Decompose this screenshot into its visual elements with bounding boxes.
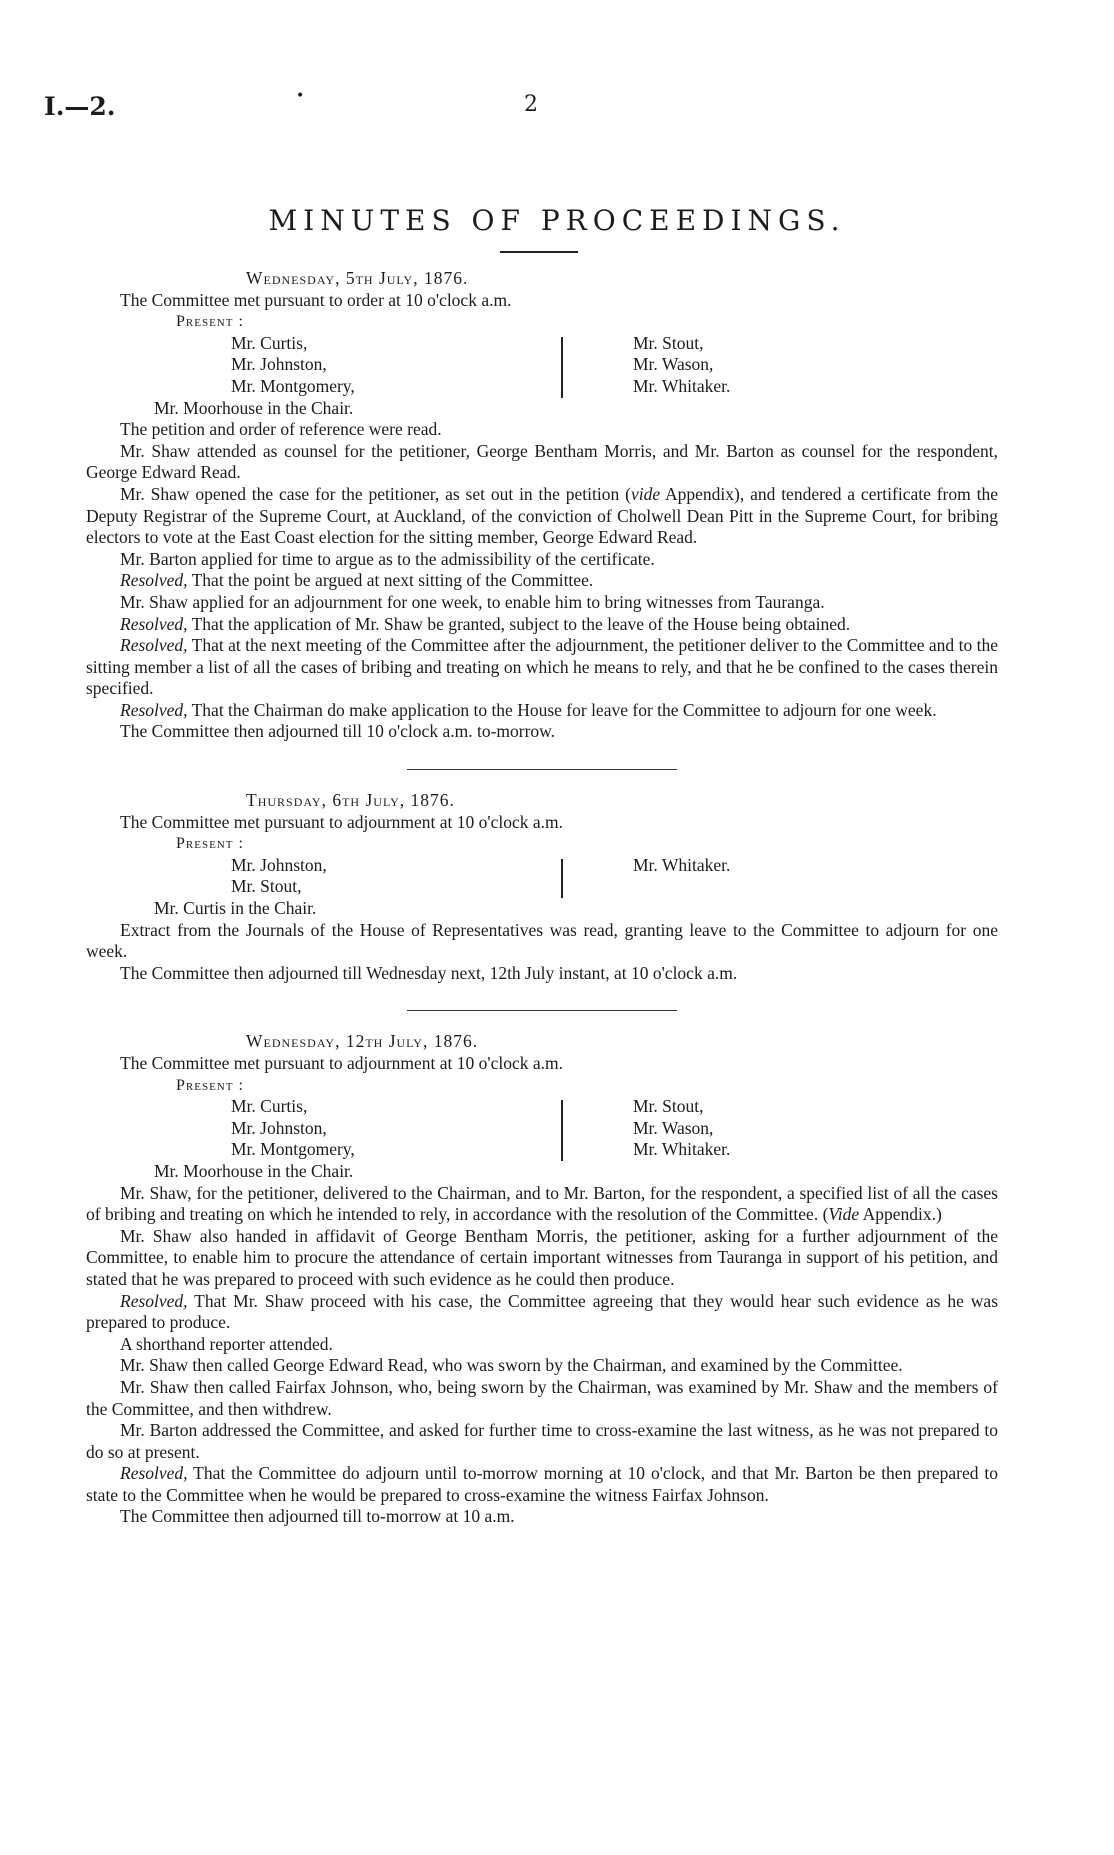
member: Mr. Wason, <box>633 1117 714 1138</box>
members-right <box>603 1096 923 1161</box>
title-rule <box>500 251 578 253</box>
member: Mr. Johnston, <box>231 354 327 375</box>
minutes-body <box>86 268 998 1528</box>
member: Mr. Whitaker. <box>633 854 731 875</box>
member: Mr. Stout, <box>231 876 302 897</box>
minute-paragraph: Mr. Shaw attended as counsel for the petitioner, George Bentham Morris, and Mr. Barton as counsel for the respondent, George Edward Read. <box>86 440 998 483</box>
present-label: Present : <box>176 835 244 853</box>
minute-paragraph: Mr. Shaw applied for an adjournment for one week, to enable him to bring witnesses from Tauranga. <box>120 591 825 612</box>
minute-paragraph: Mr. Barton addressed the Committee, and asked for further time to cross-examine the last witness, as he was not prepared to do so at present. <box>86 1420 998 1462</box>
member: Mr. Montgomery, <box>231 1139 355 1160</box>
member: Mr. Stout, <box>633 332 704 353</box>
member: Mr. Stout, <box>633 1096 704 1117</box>
minute-paragraph: The Committee then adjourned till Wednesday next, 12th July instant, at 10 o'clock a.m. <box>120 962 738 983</box>
members-left <box>161 1096 521 1161</box>
chair-line: Mr. Moorhouse in the Chair. <box>154 1160 354 1181</box>
members-right <box>603 333 923 398</box>
member: Mr. Whitaker. <box>633 1139 731 1160</box>
minute-paragraph: Resolved, That at the next meeting of the Committee after the adjournment, the petitioner deliver to the Committee and to the sitting member a list of all the cases of bribing and treating on which he means to rely, and that he be confined to the cases therein specified. <box>86 635 998 699</box>
section-reference: I.—2. <box>44 92 116 121</box>
meeting-3 <box>86 1031 998 1528</box>
members-right <box>603 855 923 898</box>
members-left <box>161 333 521 398</box>
member: Mr. Curtis, <box>231 332 308 353</box>
page-title: MINUTES OF PROCEEDINGS. <box>268 204 846 237</box>
minute-paragraph: Resolved, That the Chairman do make application to the House for leave for the Committee to adjourn for one week. <box>120 699 937 720</box>
minute-paragraph: Mr. Shaw opened the case for the petitioner, as set out in the petition (vide Appendix), and tendered a certificate from the Deputy Registrar of the Supreme Court, at Auckland, of the conviction of Cholwell Dean Pitt in the Supreme Court, for bribing electors to vote at the East Coast election for the sitting member, George Edward Read. <box>86 483 998 548</box>
minute-paragraph: Mr. Barton applied for time to argue as to the admissibility of the certificate. <box>120 548 655 569</box>
meeting-intro: The Committee met pursuant to adjournment at 10 o'clock a.m. <box>120 811 563 832</box>
minute-paragraph: Mr. Shaw also handed in affidavit of George Bentham Morris, the petitioner, asking for a further adjournment of the Committee, to enable him to procure the attendance of certain important witnesses from Tauranga in support of his petition, and stated that he was prepared to proceed with such evidence as he could then produce. <box>86 1225 998 1289</box>
member-divider <box>561 337 563 398</box>
present-label: Present : <box>176 1076 244 1094</box>
member-divider <box>561 859 563 898</box>
meeting-intro: The Committee met pursuant to order at 10 o'clock a.m. <box>120 289 512 310</box>
minute-paragraph: Resolved, That the Committee do adjourn until to-morrow morning at 10 o'clock, and that Mr. Barton be then prepared to state to the Committee when he would be prepared to cross-examine the witness Fairfax Johnson. <box>86 1463 998 1505</box>
minute-paragraph: Mr. Shaw then called Fairfax Johnson, who, being sworn by the Chairman, was examined by Mr. Shaw and the members of the Committee, and then withdrew. <box>86 1376 998 1419</box>
minute-paragraph: The Committee then adjourned till to-morrow at 10 a.m. <box>120 1506 515 1527</box>
member: Mr. Curtis, <box>231 1096 308 1117</box>
page-number: 2 <box>524 92 538 117</box>
member-divider <box>561 1100 563 1161</box>
minute-paragraph: Extract from the Journals of the House of Representatives was read, granting leave to the Committee to adjourn for one week. <box>86 919 998 962</box>
meeting-date: Wednesday, 12th July, 1876. <box>246 1031 479 1052</box>
minute-paragraph: Resolved, That the application of Mr. Shaw be granted, subject to the leave of the House being obtained. <box>120 613 851 634</box>
minute-paragraph: A shorthand reporter attended. <box>120 1333 333 1354</box>
section-separator <box>407 1010 677 1011</box>
meeting-date: Thursday, 6th July, 1876. <box>246 790 455 811</box>
minute-paragraph: Resolved, That Mr. Shaw proceed with his case, the Committee agreeing that they would hear such evidence as he was prepared to produce. <box>86 1290 998 1333</box>
meeting-2 <box>86 790 998 984</box>
member: Mr. Wason, <box>633 354 714 375</box>
minute-paragraph: Mr. Shaw then called George Edward Read, who was sworn by the Chairman, and examined by the Committee. <box>120 1355 903 1376</box>
chair-line: Mr. Moorhouse in the Chair. <box>154 397 354 418</box>
member: Mr. Whitaker. <box>633 375 731 396</box>
members-present <box>86 1096 998 1161</box>
member: Mr. Johnston, <box>231 854 327 875</box>
member: Mr. Montgomery, <box>231 375 355 396</box>
printer-mark: • <box>296 88 305 104</box>
minute-paragraph: Mr. Shaw, for the petitioner, delivered to the Chairman, and to Mr. Barton, for the respondent, a specified list of all the cases of bribing and treating on which he intended to rely, in accordance with the resolution of the Committee. (Vide Appendix.) <box>86 1182 998 1225</box>
section-separator <box>407 769 677 770</box>
members-present <box>86 855 998 898</box>
minute-paragraph: Resolved, That the point be argued at next sitting of the Committee. <box>120 570 594 591</box>
meeting-1 <box>86 268 998 743</box>
minute-paragraph: The petition and order of reference were read. <box>120 419 442 440</box>
present-label: Present : <box>176 313 244 331</box>
members-left <box>161 855 521 898</box>
member: Mr. Johnston, <box>231 1117 327 1138</box>
chair-line: Mr. Curtis in the Chair. <box>154 898 317 919</box>
meeting-date: Wednesday, 5th July, 1876. <box>246 268 469 288</box>
meeting-intro: The Committee met pursuant to adjournment at 10 o'clock a.m. <box>120 1053 563 1073</box>
minute-paragraph: The Committee then adjourned till 10 o'clock a.m. to-morrow. <box>120 721 556 742</box>
members-present <box>86 333 998 398</box>
